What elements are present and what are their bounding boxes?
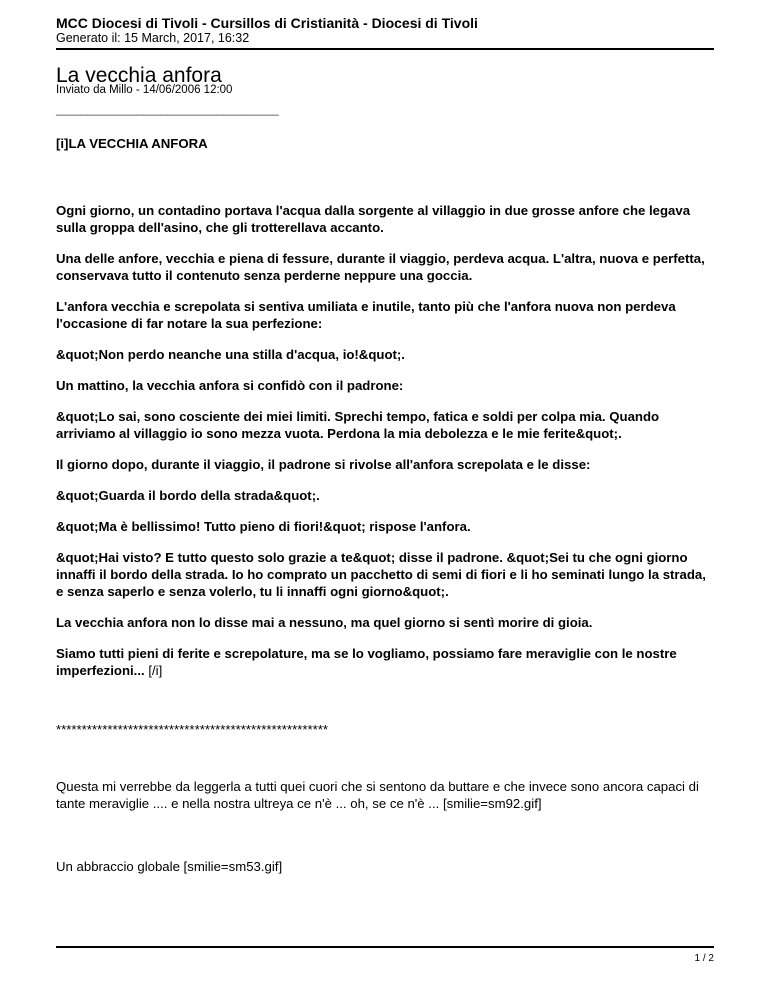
story-paragraph: Una delle anfore, vecchia e piena di fessure, durante il viaggio, perdeva acqua. L'altra, nuova e perfetta, conservava tutto il contenuto senza perderne neppure una goccia.	[56, 251, 705, 283]
post-body	[56, 135, 716, 875]
story-closing-text: Siamo tutti pieni di ferite e screpolature, ma se lo vogliamo, possiamo fare meraviglie con le nostre imperfezioni...	[56, 646, 677, 678]
story-paragraph: Ogni giorno, un contadino portava l'acqua dalla sorgente al villaggio in due grosse anfore che legava sulla groppa dell'asino, che gli trotterellava accanto.	[56, 203, 691, 235]
header-divider	[56, 48, 714, 50]
story-paragraph: Il giorno dopo, durante il viaggio, il padrone si rivolse all'anfora screpolata e le disse:	[56, 457, 591, 472]
story-paragraph: &quot;Lo sai, sono cosciente dei miei limiti. Sprechi tempo, fatica e soldi per colpa mia. Quando arriviamo al villaggio io sono mezza vuota. Perdona la mia debolezza e le mie ferite&quot;.	[56, 409, 660, 441]
page-number: 1 / 2	[694, 953, 714, 964]
story-paragraph: Un mattino, la vecchia anfora si confidò con il padrone:	[56, 378, 404, 393]
post-meta: Inviato da Millo - 14/06/2006 12:00	[56, 84, 233, 96]
closing-greeting: Un abbraccio globale [smilie=sm53.gif]	[56, 859, 283, 874]
footer-divider	[56, 946, 714, 948]
story-closing-paragraph	[56, 645, 716, 679]
post-separator: ____________________________________	[56, 102, 279, 116]
document-page	[56, 0, 712, 994]
star-separator: *****************************************************	[56, 722, 328, 737]
post-title: La vecchia anfora	[56, 64, 222, 87]
story-heading: [i]LA VECCHIA ANFORA	[56, 136, 208, 151]
story-paragraph: &quot;Guarda il bordo della strada&quot;.	[56, 488, 320, 503]
story-paragraph: &quot;Hai visto? E tutto questo solo grazie a te&quot; disse il padrone. &quot;Sei tu che ogni giorno innaffi il bordo della strada. Io ho comprato un pacchetto di semi di fiori e li ho seminati lungo la strada, e senza saperlo e senza volerlo, tu li innaffi ogni giorno&quot;.	[56, 550, 706, 599]
document-header-title: MCC Diocesi di Tivoli - Cursillos di Cristianità - Diocesi di Tivoli	[56, 15, 478, 31]
story-paragraph: L'anfora vecchia e screpolata si sentiva umiliata e inutile, tanto più che l'anfora nuova non perdeva l'occasione di far notare la sua perfezione:	[56, 299, 676, 331]
story-paragraph: &quot;Ma è bellissimo! Tutto pieno di fiori!&quot; rispose l'anfora.	[56, 519, 471, 534]
italic-close-tag: [/i]	[148, 663, 163, 678]
comment-paragraph: Questa mi verrebbe da leggerla a tutti quei cuori che si sentono da buttare e che invece sono ancora capaci di tante meraviglie .... e nella nostra ultreya ce n'è ... oh, se ce n'è ... [smilie=sm92.gif]	[56, 779, 699, 811]
generated-date: Generato il: 15 March, 2017, 16:32	[56, 31, 250, 45]
story-paragraph: &quot;Non perdo neanche una stilla d'acqua, io!&quot;.	[56, 347, 405, 362]
story-paragraph: La vecchia anfora non lo disse mai a nessuno, ma quel giorno si sentì morire di gioia.	[56, 615, 593, 630]
